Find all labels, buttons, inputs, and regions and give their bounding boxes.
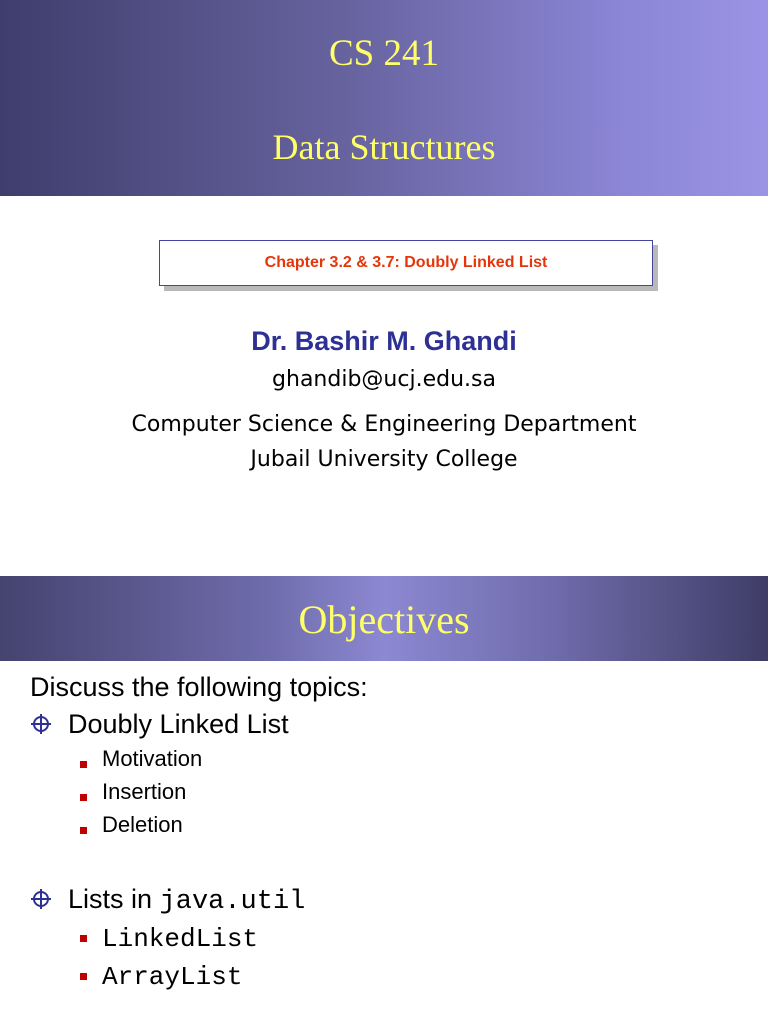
topic-label: Lists in — [68, 884, 160, 914]
topic-doubly-linked-list — [68, 709, 289, 740]
department: Computer Science & Engineering Department — [131, 412, 637, 437]
subtopic-item: ArrayList — [102, 962, 243, 992]
objectives-banner — [0, 576, 768, 661]
red-square-icon — [80, 935, 87, 942]
red-square-icon — [80, 827, 87, 834]
subtopic-item: Insertion — [102, 779, 187, 804]
objectives-title: Objectives — [298, 597, 470, 642]
topic-label: Doubly Linked List — [68, 709, 289, 739]
chapter-box — [159, 240, 653, 286]
objectives-intro: Discuss the following topics: — [30, 672, 368, 702]
title-banner — [0, 0, 768, 196]
crosshair-icon — [30, 888, 52, 910]
objectives-slide — [0, 576, 768, 1024]
subtopic-item: Deletion — [102, 812, 183, 837]
chapter-label: Chapter 3.2 & 3.7: Doubly Linked List — [264, 254, 548, 271]
topic-code: java.util — [159, 887, 306, 917]
course-title: Data Structures — [272, 127, 496, 167]
topic-lists-java-util — [68, 884, 305, 917]
red-square-icon — [80, 761, 87, 768]
crosshair-icon — [30, 713, 52, 735]
red-square-icon — [80, 794, 87, 801]
author-email: ghandib@ucj.edu.sa — [272, 367, 496, 392]
college: Jubail University College — [250, 447, 518, 472]
subtopic-item: LinkedList — [102, 924, 259, 954]
course-code: CS 241 — [328, 33, 439, 74]
subtopic-item: Motivation — [102, 746, 203, 771]
red-square-icon — [80, 973, 87, 980]
author-name: Dr. Bashir M. Ghandi — [251, 326, 517, 356]
